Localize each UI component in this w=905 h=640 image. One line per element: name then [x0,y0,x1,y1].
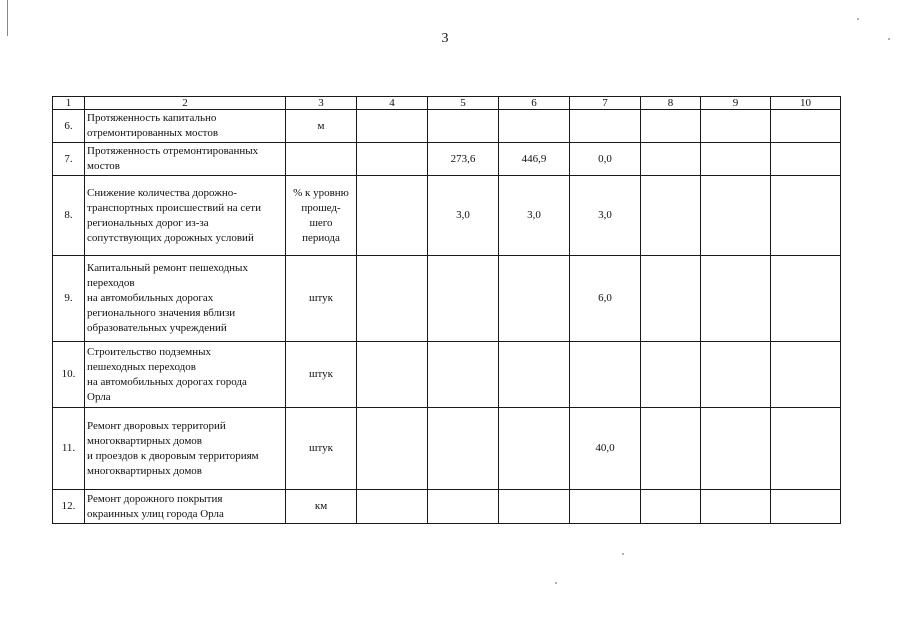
value-cell-7 [570,110,641,143]
unit-line: км [314,500,328,512]
value-cell-4 [357,490,428,524]
indicator-name-line: сопутствующих дорожных условий [87,231,254,244]
header-cell: 7 [570,97,641,110]
value-cell-5 [428,110,499,143]
value-cell-10 [771,490,841,524]
value-cell-5 [428,342,499,408]
value-cell-8 [641,342,701,408]
indicator-name-line: Капитальный ремонт пешеходных [87,262,248,274]
indicator-name-line: Ремонт дорожного покрытия [87,492,223,505]
value-cell-7: 6,0 [570,256,641,342]
value-cell-9 [701,110,771,143]
value-cell-6 [499,342,570,408]
unit-cell [286,342,357,408]
value-cell-6 [499,110,570,143]
value-cell-6: 446,9 [499,143,570,176]
indicator-name [85,490,286,524]
unit-line: прошед- [301,201,341,214]
value-cell-9 [701,256,771,342]
value-cell-8 [641,490,701,524]
header-cell: 8 [641,97,701,110]
unit-line: штук [309,368,333,380]
indicator-name [85,408,286,490]
indicator-name-line: переходов [87,277,135,289]
value-cell-9 [701,342,771,408]
indicator-name-line: на автомобильных дорогах города [87,375,247,388]
row-number: 6. [53,110,85,143]
indicator-name-line: многоквартирных домов [87,464,202,477]
value-cell-6 [499,490,570,524]
unit-line: штук [309,292,333,304]
indicator-name-line: отремонтированных мостов [87,127,219,139]
indicator-name-line: регионального значения вблизи [87,307,236,319]
page-number: 3 [441,31,449,46]
scan-speck [622,553,624,555]
header-cell: 9 [701,97,771,110]
unit-line: шего [309,216,333,229]
row-number: 11. [53,408,85,490]
value-cell-8 [641,143,701,176]
header-cell: 6 [499,97,570,110]
indicator-name-line: региональных дорог из-за [87,216,209,229]
indicators-table [52,96,841,524]
value-cell-5: 3,0 [428,176,499,256]
value-cell-6 [499,408,570,490]
value-cell-5 [428,490,499,524]
value-cell-7 [570,342,641,408]
header-row [53,97,841,110]
indicator-name-line: Протяженность отремонтированных [87,145,259,157]
row-number: 7. [53,143,85,176]
table-row [53,408,841,490]
table-row [53,256,841,342]
value-cell-8 [641,408,701,490]
value-cell-5 [428,256,499,342]
row-number: 10. [53,342,85,408]
header-cell: 10 [771,97,841,110]
table-row [53,110,841,143]
value-cell-7: 3,0 [570,176,641,256]
unit-line: штук [309,442,333,454]
value-cell-5: 273,6 [428,143,499,176]
value-cell-10 [771,408,841,490]
indicator-name [85,342,286,408]
indicator-name [85,176,286,256]
indicator-name-line: многоквартирных домов [87,434,202,447]
indicator-name-line: транспортных происшествий на сети [87,201,261,214]
value-cell-7: 40,0 [570,408,641,490]
value-cell-6: 3,0 [499,176,570,256]
value-cell-4 [357,110,428,143]
row-number: 9. [53,256,85,342]
row-number: 8. [53,176,85,256]
table-row [53,176,841,256]
table-row [53,490,841,524]
indicator-name [85,143,286,176]
value-cell-10 [771,176,841,256]
indicator-name-line: мостов [87,160,120,172]
indicator-name-line: окраинных улиц города Орла [87,507,224,520]
value-cell-9 [701,176,771,256]
row-number: 12. [53,490,85,524]
value-cell-6 [499,256,570,342]
indicator-name-line: Орла [87,390,111,403]
unit-cell [286,490,357,524]
unit-cell [286,408,357,490]
unit-cell [286,110,357,143]
value-cell-10 [771,110,841,143]
unit-line: м [317,119,325,132]
value-cell-10 [771,256,841,342]
value-cell-9 [701,408,771,490]
table-row [53,143,841,176]
header-cell: 4 [357,97,428,110]
value-cell-9 [701,490,771,524]
value-cell-4 [357,408,428,490]
value-cell-5 [428,408,499,490]
value-cell-9 [701,143,771,176]
indicator-name [85,110,286,143]
scan-speck [555,582,557,584]
header-cell: 1 [53,97,85,110]
unit-line: периода [302,231,340,244]
table-row [53,342,841,408]
value-cell-7 [570,490,641,524]
scan-speck [857,18,859,20]
indicator-name-line: пешеходных переходов [87,360,196,373]
value-cell-4 [357,176,428,256]
indicator-name-line: и проездов к дворовым территориям [87,449,259,462]
indicator-name-line: образовательных учреждений [87,322,227,334]
value-cell-4 [357,256,428,342]
value-cell-7: 0,0 [570,143,641,176]
indicator-name-line: на автомобильных дорогах [87,292,214,304]
value-cell-8 [641,256,701,342]
indicator-name-line: Строительство подземных [87,345,212,358]
header-cell: 5 [428,97,499,110]
value-cell-10 [771,143,841,176]
unit-cell [286,176,357,256]
header-cell: 3 [286,97,357,110]
indicator-name [85,256,286,342]
unit-cell [286,143,357,176]
indicator-name-line: Снижение количества дорожно- [87,186,237,199]
header-cell: 2 [85,97,286,110]
indicator-name-line: Ремонт дворовых территорий [87,419,226,432]
value-cell-8 [641,110,701,143]
unit-line: % к уровню [293,186,349,199]
unit-cell [286,256,357,342]
value-cell-4 [357,342,428,408]
value-cell-4 [357,143,428,176]
value-cell-10 [771,342,841,408]
indicator-name-line: Протяженность капитально [87,112,217,124]
value-cell-8 [641,176,701,256]
